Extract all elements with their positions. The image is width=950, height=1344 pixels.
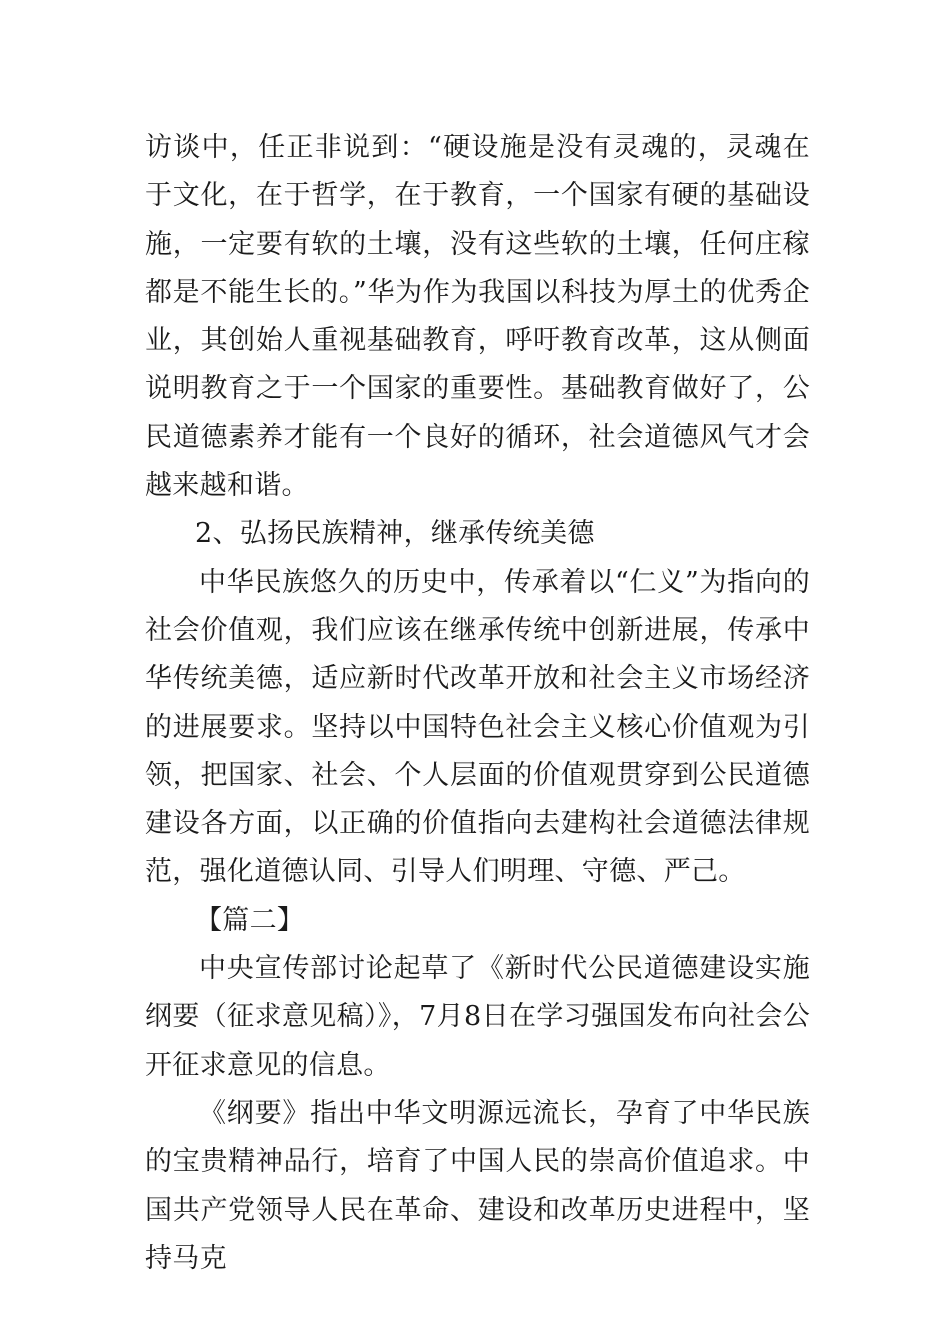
paragraph-outline-summary: 《纲要》指出中华文明源远流长，孕育了中华民族的宝贵精神品行，培育了中国人民的崇高价值追求。中国共产党领导人民在革命、建设和改革历史进程中，坚持马克: [145, 1097, 810, 1274]
paragraph-traditional-virtue: 中华民族悠久的历史中，传承着以“仁义”为指向的社会价值观，我们应该在继承传统中创新进展，传承中华传统美德，适应新时代改革开放和社会主义市场经济的进展要求。坚持以中国特色社会主义核心价值观为引领，把国家、社会、个人层面的价值观贯穿到公民道德建设各方面，以正确的价值指向去建构社会道德法律规范，强化道德认同、引导人们明理、守德、严己。: [145, 566, 810, 888]
document-body: [145, 124, 810, 1283]
section-heading-national-spirit: 2、弘扬民族精神，继承传统美德: [195, 518, 595, 550]
paragraph-draft-outline: 中央宣传部讨论起草了《新时代公民道德建设实施纲要（征求意见稿）》，7月8日在学习强国发布向社会公开征求意见的信息。: [145, 953, 810, 1081]
paragraph-interview: 访谈中，任正非说到：“硬设施是没有灵魂的，灵魂在于文化，在于哲学，在于教育，一个国家有硬的基础设施，一定要有软的土壤，没有这些软的土壤，任何庄稼都是不能生长的。”华为作为我国以科技为厚土的优秀企业，其创始人重视基础教育，呼吁教育改革，这从侧面说明教育之于一个国家的重要性。基础教育做好了，公民道德素养才能有一个良好的循环，社会道德风气才会越来越和谐。: [145, 132, 810, 502]
section-heading-part-two: 【篇二】: [195, 904, 305, 936]
